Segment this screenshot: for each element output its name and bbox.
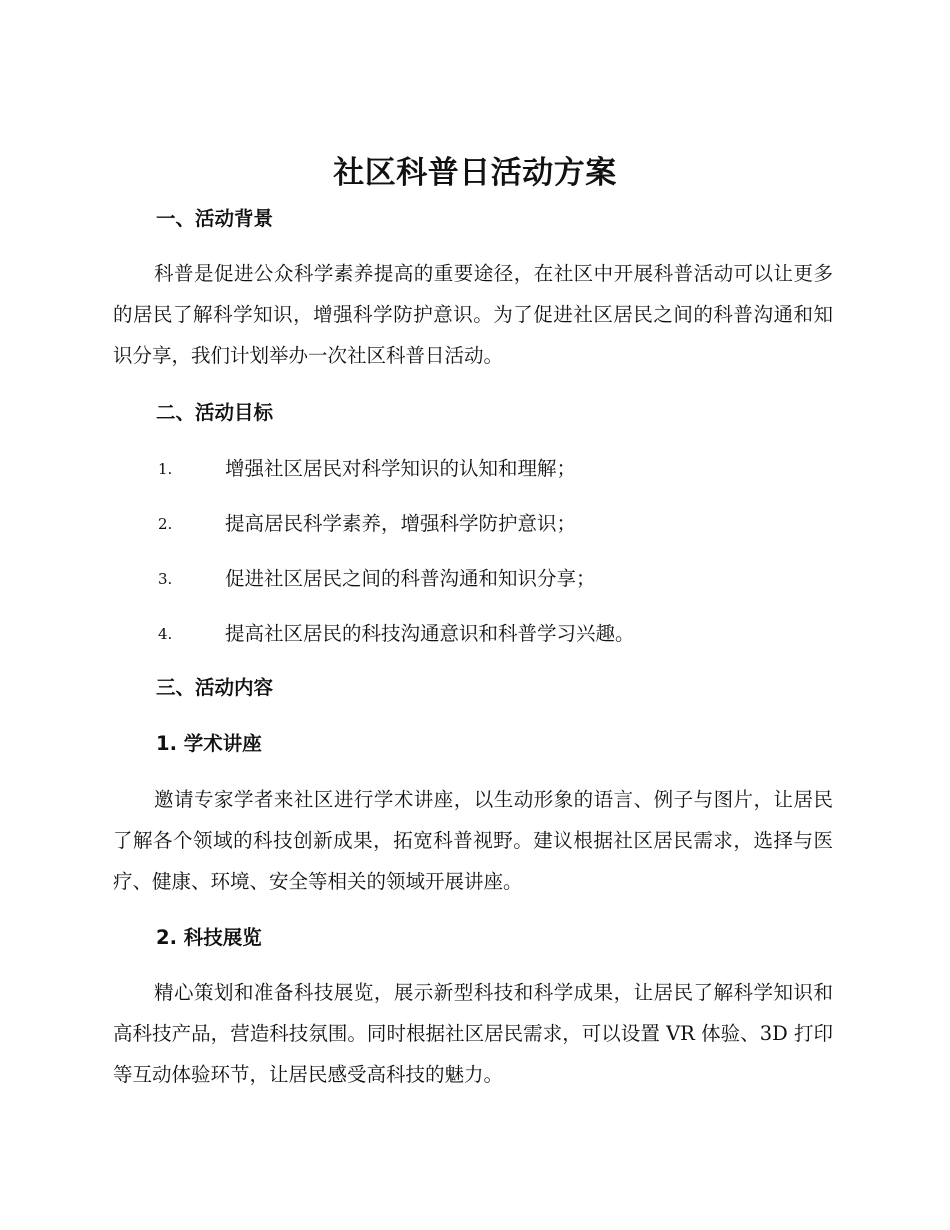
goal-item-number: 4.: [158, 625, 173, 643]
section-heading-goals: 二、活动目标: [156, 401, 274, 424]
goal-item-number: 1.: [158, 460, 173, 478]
goal-item-text: 促进社区居民之间的科普沟通和知识分享；: [225, 567, 596, 590]
exhibition-paragraph: 精心策划和准备科技展览，展示新型科技和科学成果，让居民了解科学知识和高科技产品，营造科技氛围。同时根据社区居民需求，可以设置 VR 体验、3D 打印等互动体验环节，让居民感受高科技的魅力。: [113, 981, 833, 1086]
goal-item-text: 增强社区居民对科学知识的认知和理解；: [225, 457, 577, 480]
goal-item-number: 2.: [158, 515, 173, 533]
goal-item-number: 3.: [158, 570, 173, 588]
document-title: 社区科普日活动方案: [333, 155, 617, 191]
goal-item-text: 提高居民科学素养，增强科学防护意识；: [225, 512, 577, 535]
goal-item-text: 提高社区居民的科技沟通意识和科普学习兴趣。: [225, 622, 635, 645]
section-heading-content: 三、活动内容: [156, 676, 274, 699]
subsection-heading-lecture: 1. 学术讲座: [156, 732, 262, 755]
lecture-paragraph: 邀请专家学者来社区进行学术讲座，以生动形象的语言、例子与图片，让居民了解各个领域的科技创新成果，拓宽科普视野。建议根据社区居民需求，选择与医疗、健康、环境、安全等相关的领域开展讲座。: [113, 788, 833, 893]
background-paragraph: 科普是促进公众科学素养提高的重要途径，在社区中开展科普活动可以让更多的居民了解科学知识，增强科学防护意识。为了促进社区居民之间的科普沟通和知识分享，我们计划举办一次社区科普日活动。: [113, 262, 833, 367]
subsection-heading-exhibition: 2. 科技展览: [156, 926, 262, 949]
section-heading-background: 一、活动背景: [156, 207, 274, 230]
